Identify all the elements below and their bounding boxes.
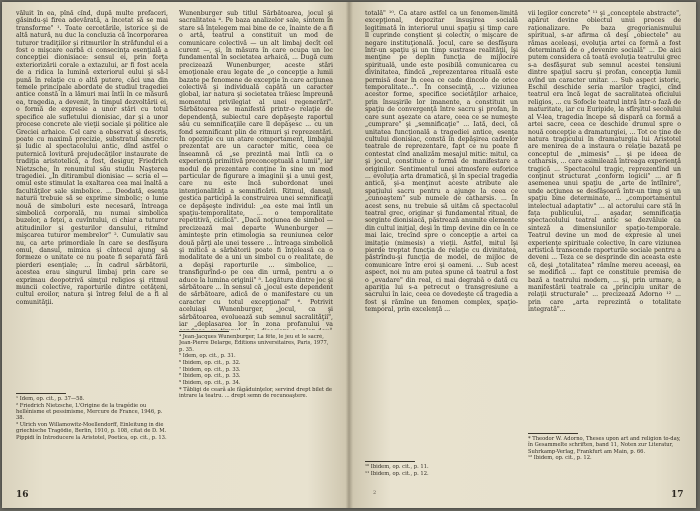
- right-page-footnotes-col-2: [528, 436, 681, 486]
- footnote: ⁴ Jean-Jacques Wunenburger, La fête, le jeu et le sacré, Jean-Pierre Delarge, Éditions universitaires, Paris, 1977, p. 35.: [179, 334, 329, 353]
- left-page-footnotes-col-2: [179, 334, 333, 494]
- left-page-column-1: [16, 10, 168, 392]
- footnote: ⁶ Ibidem, op. cit., p. 32.: [179, 359, 241, 366]
- footnote: ² Friedrich Nietzsche, L'Origine de la tragédie ou hellénisme et pessimisme, Mercure de France, 1946, p. 38.: [16, 402, 163, 422]
- left-page: [2, 2, 349, 508]
- left-page-column-2: [179, 10, 333, 330]
- right-page-column-1: [365, 10, 518, 458]
- right-page-column-1-text: totală" ¹⁰. Ca atare astfel ca un fenomen-limită excepţional, depozitar însuşirea socială legitimată în interiorul unui spaţiu şi timp care îl cuprinde conştient şi colectiv, o mişcare de negare instituţională. Jocul, care se desfăşura într-un spaţiu şi un timp sustrase realităţii, îşi menţine pe deplin funcţia de mijlocire spirituală, unde este posibilă comunicarea cu divinitatea, fiindcă „reprezentarea rituală este permisă doar în ceea ce cade dincolo de orice temporalitate...". În consecinţă, ... viziunea acestor forme, specifice societăţilor arhaice, prin însuşirile lor imanente, a constituit un spaţiu de convergenţă între sacru şi profan, în care sunt aşezate ca atare, ceea ce se numeşte „cumprare" şi „semnificaţie" ... Iată, deci, că unitatea funcţională a tragediei antice, esenţa cultului dionisiac, constă în depăşirea cadrelor teatrale de reprezentare, fapt ce nu poate fi contestat cînd analizăm mesajul mitic: mitul, ca şi jocul, constituie o formă de manifestare a originilor. Sentimentul unei atmosfere euforice ... evoluţia arta dramatică, şi în special tragedia antică, şi-a menţinut aceste atribute ale spaţiului sacru pentru a ajunge la ceea ce „cunoaştem" sub numele de catharsis. ... În acest sens, nu trebuie să uităm că spectacolul teatral grec, originar şi fundamental ritual, de sorginte dionisiacă, păstrează anumite elemente din cultul iniţial, deşi în timp devine din ce în ce mai laic, trecînd spre o concepţie a artei ca imitaţie (mimesis) a vieţii. Astfel, mitul îşi pierde treptat funcţia de relaţie cu divinitatea, păstrîndu-şi funcţia de model, de mijloc de comunicare între eroi şi oameni. ... Sub acest aspect, noi nu am putea spune că teatrul a fost o „evadare" din real, ci mai degrabă o dată cu apariţia lui s-a petrecut o transgresiune a sacrului în laic, ceea ce dovedeşte că tragedia a fost şi rămîne un fenomen complex, spaţio-temporal, prin excelenţă ...: [365, 10, 518, 314]
- book-spread: [2, 2, 696, 508]
- footnote: ¹² Ibidem, op. cit., p. 12.: [528, 455, 592, 462]
- right-page-column-2-text: vii legilor concrete" ¹¹ şi „conceptele abstracte", apărut devine obiectul unui proces de raţionalizare. Pe baza gregorianismului spiritual, s-ar afirma că deşi „obiectele" au rămas aceleaşi, evoluţia artei ca formă a fost determinată de o „devenire socială" ... De aici putem considera că toată evoluţia teatrului grec s-a desfăşurat sub semnul acestei tensiuni dintre spaţiul sacru şi profan, concepţia lumii avînd un caracter unitar. ... Sub aspect istoric, Eschil deschide seria marilor tragici, cînd teatrul era încă legat de sacralitatea oficiului religios, ... cu Sofocle teatrul intră într-o fază de maturitate, iar cu Euripide, la sfîrşitul secolului al V-lea, tragedia începe să dispară ca formă a artei sacre, ceea ce deschide drumul spre o nouă concepţie a dramaturgiei, ... Tot ce ţine de natura tragicului în dramaturgia lui Aristotel are menirea de a instaura o relaţie bazată pe conceptul de „mimesis" ... şi pe ideea de catharsis, ... care asimilează întreaga experienţă tragică ... Spectacolul tragic, reprezentînd un conţinut structurat „conform logicii" ... ar fi asemenea unui spaţiu de „arte de întîlnire", unde acţiunea se desfăşoară într-un timp şi un spaţiu bine determinate, ... „comportamentul intelectual adaptativ" ... al actorului care stă în faţa publicului, ... aşadar, semnificaţia spectacolului teatral antic se dezvăluie ca sinteză a dimensiunilor spaţio-temporale. Teatrul devine un mod de expresie al unei experienţe spirituale colective, în care viziunea artistică transcende raporturile sociale pentru a deveni ... Teza ce se desprinde din aceasta este că, deşi „totalitatea" rămîne mereu aceeaşi, ea se modifică ... fapt ce constituie premisa de bază a teatrului modern, ... şi, prin urmare, a manifestării teatrale ca „principiu unitar de relaţii structurale" ... precizează Adorno ¹² ... prin care „arta reprezintă o totalitate integrată"...: [528, 10, 681, 314]
- page-number: 17: [671, 490, 684, 500]
- page-number: 16: [16, 490, 29, 500]
- left-page-column-1-text: văluit în ea, pînă cînd, după multe prefaceri, găsindu-şi firea adevărată, a încetat să se mai transforme" ¹. Toate cercetările, istorice şi de altă natură, nu duc la concluzia că încorporarea tuturor tradiţiilor şi ritmurilor în străfundul ei a fost o mişcare oarbă ci consecinţa esenţială a concepţiei dionisiace: sensul ei, prin forţa exteriorizării corale a extazului, ar fi fost acela de a ridica la lumină exteriorul eului şi să-l pună în relaţie cu o altă putere, căci una din temele principale abordate de studiul tragediei antice constă în a lămuri mai întîi în ce măsură ea, tragedia, a devenit, în timpul dezvoltării ei, o formă de expresie a unor stări cu totul specifice ale sufletului dionisiac, dar şi a unor procese concrete ale vieţii sociale şi politice ale Greciei arhaice. Cel care a observat şi descris, poate cu maximă precizie, substratul sincretic şi ludic al spectacolului antic, dînd astfel o puternică lovitură prejudecăţilor instaurate de tradiţia aristotelică, a fost, desigur, Friedrich Nietzsche, în renumitul său studiu Naşterea tragediei. „În ditirambul dionisiac — scria el — omul este stimulat la exaltarea cea mai înaltă a facultăţilor sale simbolice. ... Deodată, esenţa naturii trebuie să se exprime simbolic; o lume nouă de simboluri este necesară, întreaga simbolică corporală, nu numai simbolica buzelor, a feţei, a cuvîntului, ci chiar a tuturor atitudinilor şi gesturilor dansului, ritmînd mişcarea tuturor membrelor" ². Cumulativ sau nu, ca arte primordiale în care se desfăşura omul, dansul, mimica şi cîntecul ajung să formeze o unitate ce nu poate fi separată fără pierderi esenţiale; ... în cadrul sărbătorii, acestea erau singurul limbaj prin care se exprimau deopotrivă simţul religios şi ritmul muncii colective, raporturile dintre cetăţeni, cultul eroilor, natura şi întreg felul de a fi al comunităţii.: [16, 10, 168, 306]
- footnote: * Tăbligi de ceară ale făgăduinţelor, servind drept bilet de intrare la teatru. ... drept semn de recunoaştere.: [179, 386, 332, 400]
- footnote: ⁹ Ibidem, op. cit., p. 34.: [179, 380, 241, 387]
- footnote: ¹¹ Ibidem, op. cit., p. 12.: [365, 470, 429, 477]
- footnote: * Theodor W. Adorno, Theses upon art and religion to-day, în Gesammelte schriften, band 11, Noten zur Literatur, Suhrkamp-Verlag, Frankfurt am Main, p. 66.: [528, 436, 681, 455]
- left-page-column-2-text: Wunenburger sub titlul Sărbătoarea, jocul şi sacralitatea ⁴. Pe baza analizelor sale, sintem în stare să înţelegem mai bine de ce, înainte de a fi o artă, teatrul a constituit un mod de comunicare colectivă — un alt limbaj decît cel curent —, şi, în măsura în care ocupa un loc fundamental în societatea arhaică, ... Dugă cum precizează Wunenburger, aceste stări emoţionale erau legate de „o concepţie a lumii bazate pe fenomene de excepţie în care acţiunea colectivă şi individuală capătă un caracter global, iar natura şi societatea trăiesc împreună momentul privilegiat al unei regenerări". Sărbătoarea se manifestă printr-o relaţie de dependenţă, subiectul care depăşeşte raportul său cu semnificaţiile care îl depăşesc ... cu un fond semnificant plin de ritmuri şi reprezentări. În opoziţie cu un atare comportament, limbajul prezentat are un caracter mitic, ceea ce înseamnă că „se prezintă mai întîi ca o experienţă primitivă preconceptuală a lumii", iar modul de prezentare conţine în sine un mod particular de figurare a imaginii şi a unui gest, care nu este încă subordonat unei intenţionalităţi a semnificării. Ritmul, dansul, gestica participă la construirea unei semnificaţii ce depăşeşte individul: „ea este mai întîi un spaţiu-temporalitate, ... o temporalitate repetitivă, ciclică". „Dacă noţiunea de simbol — precizează mai departe Wunenburger — aminteşte prin etimologia sa reuniunea celor două părţi ale unei tessere ... întreaga simbolică şi mitică a sărbătorii poate fi înţeleasă ca o modalitate de a uni un simbol cu o realitate, de a depăşi raporturile ... simbolice, ... transfigurînd-o pe cea din urmă, pentru a o aduce la lumina originii" ⁵. Legătura dintre joc şi sărbătoare ... în sensul că „jocul este dependent de sărbătoare, adică de o manifestare cu un caracter cu totul excepţional" ⁶. Potrivit aceluiaşi Wunenburger, „jocul, ca şi sărbătoarea, evoluează sub semnul sacralităţii", iar „deplasarea lor în zona profanului va: [179, 10, 333, 329]
- footnote: ¹ Idem, op. cit., p. 37—58.: [16, 396, 85, 402]
- footnote: ⁷ Ibidem, op. cit., p. 33.: [179, 366, 241, 373]
- footnote-rule: [528, 433, 578, 434]
- right-page: [349, 2, 696, 508]
- footnote: ⁸ Ibidem, op. cit., p. 33.: [179, 373, 241, 380]
- footnote-rule: [16, 393, 66, 394]
- right-page-footnotes-col-1: [365, 464, 518, 484]
- footnote: ¹⁰ Ibidem, op. cit., p. 11.: [365, 464, 429, 470]
- signature-mark: 2: [373, 490, 377, 496]
- footnote: ³ Ulrich von Willamowitz-Moellendorff, Einleitung in die griechische Tragödie, Berlin, 1910, p. 108, citat de D. M. Pippidi în Introducere la Aristotel, Poetica, op. cit., p. 13.: [16, 421, 167, 441]
- left-page-footnotes-col-1: [16, 396, 168, 476]
- right-page-column-2: [528, 10, 681, 430]
- footnote-rule: [179, 331, 229, 332]
- footnote: ⁵ Idem, op. cit., p. 31.: [179, 353, 236, 360]
- footnote-rule: [365, 461, 415, 462]
